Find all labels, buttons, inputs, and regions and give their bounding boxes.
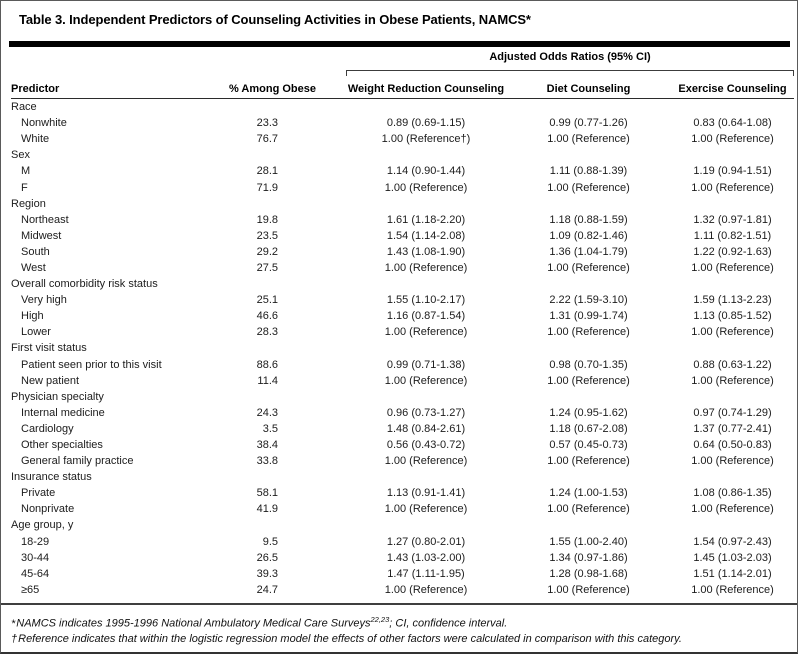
or-exercise-cell: 0.64 (0.50-0.83) [693,439,772,452]
pct-cell: 28.3 [256,326,278,339]
predictor-cell: Sex [11,149,30,162]
header-row [11,77,794,99]
table-row [11,357,794,373]
footnote-divider [1,603,798,605]
or-exercise-cell [671,99,794,116]
or-weight-cell: 1.00 (Reference) [384,261,468,274]
table-row [11,534,794,550]
or-diet-cell: 1.09 (0.82-1.46) [549,229,628,242]
or-diet-cell [506,196,671,212]
predictor-cell: Very high [21,294,67,307]
predictor-cell: New patient [21,374,80,387]
or-weight-cell: 1.00 (Reference) [384,181,468,194]
table-row [11,453,794,469]
table-row [11,292,794,308]
or-exercise-cell: 1.45 (1.03-2.03) [693,551,772,564]
table-title: Table 3. Independent Predictors of Counseling Activities in Obese Patients, NAMCS* [19,12,531,27]
col-header-exercise: Exercise Counseling [671,77,794,99]
table-row [11,437,794,453]
pct-cell [201,99,278,116]
predictor-cell: First visit status [11,342,87,355]
or-exercise-cell: 1.00 (Reference) [691,455,774,468]
category-row [11,196,794,212]
or-weight-cell [278,469,506,485]
or-exercise-cell: 1.51 (1.14-2.01) [693,567,772,580]
or-exercise-cell [671,389,794,405]
or-weight-cell: 1.00 (Reference†) [381,133,471,146]
pct-cell: 46.6 [256,310,278,323]
or-exercise-cell: 1.00 (Reference) [691,181,774,194]
predictor-cell: Physician specialty [11,390,104,403]
or-exercise-cell: 1.37 (0.77-2.41) [693,422,772,435]
predictor-cell: General family practice [21,455,134,468]
table-row [11,373,794,389]
category-row [11,340,794,356]
predictor-cell: Lower [21,326,51,339]
pct-cell: 19.8 [256,213,278,226]
or-exercise-cell: 1.08 (0.86-1.35) [693,487,772,500]
or-diet-cell: 1.24 (1.00-1.53) [549,487,628,500]
or-diet-cell: 0.57 (0.45-0.73) [549,439,628,452]
table-row [11,260,794,276]
or-diet-cell: 1.34 (0.97-1.86) [549,551,628,564]
or-weight-cell: 1.48 (0.84-2.61) [386,422,466,435]
or-weight-cell: 0.96 (0.73-1.27) [386,406,466,419]
or-weight-cell: 1.00 (Reference) [384,583,468,596]
or-diet-cell: 1.00 (Reference) [547,374,630,387]
or-exercise-cell [671,517,794,533]
pct-cell: 24.3 [256,406,278,419]
predictor-cell: Private [21,487,56,500]
or-diet-cell: 1.36 (1.04-1.79) [549,245,628,258]
or-exercise-cell: 1.00 (Reference) [691,583,774,596]
or-weight-cell: 1.00 (Reference) [384,503,468,516]
table-row [11,244,794,260]
or-weight-cell: 1.55 (1.10-2.17) [386,294,466,307]
or-exercise-cell: 1.54 (0.97-2.43) [693,535,772,548]
table-row [11,212,794,228]
or-weight-cell: 0.56 (0.43-0.72) [386,439,466,452]
or-diet-cell: 0.98 (0.70-1.35) [549,358,628,371]
footnotes [11,612,793,648]
or-diet-cell: 1.28 (0.98-1.68) [549,567,628,580]
table-row [11,405,794,421]
category-row [11,99,794,116]
predictor-cell: ≥65 [21,583,40,596]
predictor-cell: 45-64 [21,567,50,580]
pct-cell: 33.8 [256,455,278,468]
or-weight-cell [278,517,506,533]
pct-cell [201,517,278,533]
category-row [11,147,794,163]
or-weight-cell [278,196,506,212]
predictor-cell: White [21,133,50,146]
pct-cell: 88.6 [256,358,278,371]
footnote-reference: †Reference indicates that within the logistic regression model the effects of other factors were calculated in comparison with this category. [11,633,682,646]
predictor-cell: 30-44 [21,551,50,564]
dagger-marker: † [11,633,18,646]
table-row [11,550,794,566]
table-row [11,179,794,195]
predictor-cell: High [21,310,44,323]
predictor-cell: Northeast [21,213,69,226]
table-row [11,228,794,244]
predictor-cell: Nonwhite [21,117,67,130]
pct-cell: 25.1 [256,294,278,307]
or-diet-cell: 1.24 (0.95-1.62) [549,406,628,419]
or-exercise-cell: 1.59 (1.13-2.23) [693,294,772,307]
col-header-diet: Diet Counseling [506,77,671,99]
pct-cell: 11.4 [257,374,278,387]
pct-cell: 39.3 [256,567,278,580]
or-weight-cell [278,389,506,405]
pct-cell [201,276,278,292]
or-weight-cell: 1.43 (1.08-1.90) [386,245,466,258]
pct-cell: 27.5 [256,261,278,274]
or-exercise-cell: 1.00 (Reference) [691,503,774,516]
predictor-cell: 18-29 [21,535,50,548]
or-diet-cell: 1.18 (0.88-1.59) [549,213,628,226]
predictor-cell: Other specialties [21,439,103,452]
table-header [11,77,794,99]
or-weight-cell: 0.99 (0.71-1.38) [386,358,466,371]
or-weight-cell: 1.47 (1.11-1.95) [387,567,465,580]
or-exercise-cell [671,469,794,485]
predictor-cell: Internal medicine [21,406,105,419]
category-row [11,517,794,533]
or-diet-cell: 1.00 (Reference) [547,503,630,516]
or-diet-cell: 1.00 (Reference) [547,455,630,468]
or-diet-cell: 1.00 (Reference) [547,326,630,339]
reference-superscript: 22,23 [370,615,390,624]
or-weight-cell [278,340,506,356]
pct-cell: 24.7 [256,583,278,596]
pct-cell: 58.1 [256,487,278,500]
pct-cell: 76.7 [256,133,278,146]
footnote-namcs: *NAMCS indicates 1995-1996 National Ambulatory Medical Care Surveys$^{22,23}$; CI, confidence interval. [11,615,508,630]
table-row [11,131,794,147]
predictor-cell: West [21,261,46,274]
col-header-predictor: Predictor [11,77,201,99]
pct-cell [201,469,278,485]
pct-cell: 9.5 [262,535,278,548]
pct-cell: 3.5 [262,422,278,435]
pct-cell [201,340,278,356]
or-weight-cell: 1.00 (Reference) [384,326,468,339]
table-row [11,485,794,501]
or-exercise-cell: 1.00 (Reference) [691,133,774,146]
or-diet-cell: 1.00 (Reference) [547,133,630,146]
or-diet-cell: 1.11 (0.88-1.39) [549,165,628,178]
or-weight-cell: 1.00 (Reference) [384,455,468,468]
or-weight-cell [278,147,506,163]
pct-cell: 38.4 [256,439,278,452]
or-diet-cell [506,340,671,356]
col-header-pct-among-obese: % Among Obese [201,77,278,99]
or-weight-cell: 1.27 (0.80-2.01) [386,535,466,548]
pct-cell: 23.3 [256,117,278,130]
or-exercise-cell: 1.19 (0.94-1.51) [693,165,772,178]
table-row [11,582,794,598]
or-diet-cell: 1.31 (0.99-1.74) [549,310,628,323]
or-diet-cell: 1.18 (0.67-2.08) [549,422,628,435]
or-exercise-cell: 1.13 (0.85-1.52) [693,310,772,323]
or-diet-cell: 1.00 (Reference) [547,261,630,274]
spanner-header: Adjusted Odds Ratios (95% CI) [489,51,651,63]
predictor-cell: Nonprivate [21,503,75,516]
or-exercise-cell: 0.83 (0.64-1.08) [693,117,772,130]
table-row [11,324,794,340]
or-weight-cell: 1.16 (0.87-1.54) [386,310,466,323]
or-exercise-cell: 1.00 (Reference) [691,326,774,339]
predictor-cell: Overall comorbidity risk status [11,278,158,291]
table-row [11,421,794,437]
table-row [11,501,794,517]
pct-cell [201,196,278,212]
or-diet-cell [506,469,671,485]
or-exercise-cell: 0.88 (0.63-1.22) [693,358,772,371]
title-divider-bar [9,41,790,47]
or-diet-cell: 1.55 (1.00-2.40) [549,535,628,548]
predictor-cell: Cardiology [21,422,74,435]
category-row [11,469,794,485]
pct-cell: 41.9 [256,503,278,516]
or-weight-cell: 0.89 (0.69-1.15) [386,117,466,130]
table-row [11,566,794,582]
or-exercise-cell [671,340,794,356]
or-weight-cell: 1.43 (1.03-2.00) [386,551,466,564]
or-exercise-cell: 1.22 (0.92-1.63) [693,245,772,258]
or-exercise-cell [671,147,794,163]
or-exercise-cell: 1.32 (0.97-1.81) [693,213,772,226]
predictors-table [11,77,794,598]
pct-cell: 26.5 [256,551,278,564]
predictor-cell: South [21,245,50,258]
or-exercise-cell: 1.11 (0.82-1.51) [693,229,772,242]
pct-cell [201,389,278,405]
table-row [11,163,794,179]
or-exercise-cell: 1.00 (Reference) [691,261,774,274]
or-exercise-cell: 1.00 (Reference) [691,374,774,387]
predictor-cell: Insurance status [11,471,92,484]
category-row [11,276,794,292]
predictor-cell: Midwest [21,229,62,242]
predictor-cell: M [21,165,31,178]
predictor-cell: Age group, y [11,519,74,532]
or-weight-cell [278,99,506,116]
col-header-weight-reduction: Weight Reduction Counseling [278,77,506,99]
or-diet-cell [506,276,671,292]
spanner-bracket [346,70,794,76]
or-diet-cell: 1.00 (Reference) [547,181,630,194]
table-row [11,115,794,131]
or-weight-cell: 1.54 (1.14-2.08) [386,229,466,242]
or-exercise-cell: 0.97 (0.74-1.29) [693,406,772,419]
or-diet-cell: 2.22 (1.59-3.10) [549,294,628,307]
or-exercise-cell [671,276,794,292]
category-row [11,389,794,405]
pct-cell: 71.9 [256,181,278,194]
table-row [11,308,794,324]
or-diet-cell: 0.99 (0.77-1.26) [549,117,628,130]
or-weight-cell: 1.00 (Reference) [384,374,468,387]
or-weight-cell [278,276,506,292]
or-exercise-cell [671,196,794,212]
pct-cell: 29.2 [256,245,278,258]
predictor-cell: F [21,181,28,194]
or-weight-cell: 1.14 (0.90-1.44) [386,165,466,178]
predictor-cell: Region [11,197,46,210]
or-diet-cell: 1.00 (Reference) [547,583,630,596]
or-diet-cell [506,389,671,405]
or-diet-cell [506,147,671,163]
predictor-cell: Patient seen prior to this visit [21,358,162,371]
pct-cell [201,147,278,163]
pct-cell: 23.5 [256,229,278,242]
predictor-cell: Race [11,101,37,114]
table-body [11,99,794,598]
asterisk-marker: * [11,617,16,630]
pct-cell: 28.1 [256,165,278,178]
or-diet-cell [506,99,671,116]
or-weight-cell: 1.13 (0.91-1.41) [386,487,466,500]
or-diet-cell [506,517,671,533]
or-weight-cell: 1.61 (1.18-2.20) [386,213,466,226]
